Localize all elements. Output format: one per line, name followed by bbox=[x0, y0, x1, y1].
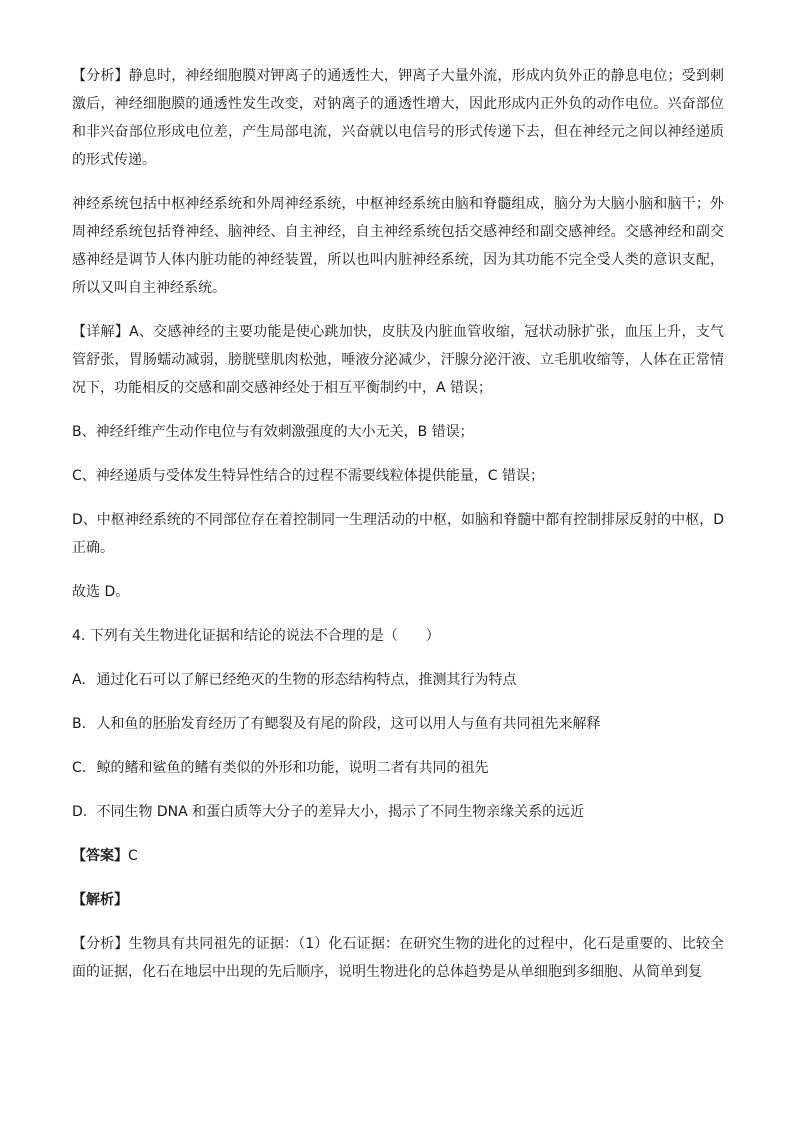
question-4-option-a bbox=[72, 666, 724, 694]
nervous-system-paragraph: 神经系统包括中枢神经系统和外周神经系统，中枢神经系统由脑和脊髓组成，脑分为大脑小脑和脑干；外周神经系统包括脊神经、脑神经、自主神经，自主神经系统包括交感神经和副交感神经。交感神经和副交感神经是调节人体内脏功能的神经装置，所以也叫内脏神经系统，因为其功能不完全受人类的意识支配，所以又叫自主神经系统。 bbox=[72, 196, 724, 296]
option-letter: D. bbox=[72, 804, 88, 820]
document-page bbox=[72, 62, 724, 1002]
option-text: 鲸的鳍和鲨鱼的鳍有类似的外形和功能，说明二者有共同的祖先 bbox=[96, 760, 489, 776]
analysis-tag: 【分析】 bbox=[72, 936, 129, 952]
detail-option-c: C、神经递质与受体发生特异性结合的过程不需要线粒体提供能量，C 错误； bbox=[72, 468, 544, 484]
analysis-tag: 【分析】 bbox=[72, 68, 129, 84]
analysis-paragraph bbox=[72, 62, 724, 174]
detail-conclusion: 故选 D。 bbox=[72, 584, 130, 600]
question-4-option-c bbox=[72, 754, 724, 782]
detail-option-d: D、中枢神经系统的不同部位存在着控制同一生理活动的中枢，如脑和脊髓中都有控制排尿反射的中枢，D 正确。 bbox=[72, 512, 724, 556]
option-letter: B. bbox=[72, 716, 87, 732]
question-4-explain bbox=[72, 886, 724, 914]
detail-option-a bbox=[72, 318, 724, 402]
option-text: 通过化石可以了解已经绝灭的生物的形态结构特点，推测其行为特点 bbox=[96, 672, 517, 688]
question-4-analysis bbox=[72, 930, 724, 986]
analysis-text: 生物具有共同祖先的证据：（1）化石证据：在研究生物的进化的过程中，化石是重要的、比较全面的证据，化石在地层中出现的先后顺序，说明生物进化的总体趋势是从单细胞到多细胞、从简单到复 bbox=[72, 936, 724, 980]
answer-value: C bbox=[128, 848, 138, 864]
question-4-option-b bbox=[72, 710, 724, 738]
option-text: 不同生物 DNA 和蛋白质等大分子的差异大小，揭示了不同生物亲缘关系的远近 bbox=[96, 804, 585, 820]
answer-tag: 【答案】 bbox=[72, 848, 128, 864]
explain-tag: 【解析】 bbox=[72, 892, 128, 908]
analysis-text: 静息时，神经细胞膜对钾离子的通透性大，钾离子大量外流，形成内负外正的静息电位；受到刺激后，神经细胞膜的通透性发生改变，对钠离子的通透性增大，因此形成内正外负的动作电位。兴奋部位和非兴奋部位形成电位差，产生局部电流，兴奋就以电信号的形式传递下去，但在神经元之间以神经递质的形式传递。 bbox=[72, 68, 725, 168]
detail-tag: 【详解】 bbox=[72, 324, 130, 340]
option-letter: A. bbox=[72, 672, 86, 688]
option-text: 人和鱼的胚胎发育经历了有鳃裂及有尾的阶段，这可以用人与鱼有共同祖先来解释 bbox=[96, 716, 601, 732]
question-4-option-d bbox=[72, 798, 724, 826]
detail-a-text: A、交感神经的主要功能是使心跳加快，皮肤及内脏血管收缩，冠状动脉扩张，血压上升，支气管舒张，胃肠蠕动减弱，膀胱壁肌肉松弛，唾液分泌减少，汗腺分泌汗液、立毛肌收缩等，人体在正常情况下，功能相反的交感和副交感神经处于相互平衡制约中，A 错误； bbox=[72, 324, 725, 396]
detail-option-b: B、神经纤维产生动作电位与有效刺激强度的大小无关，B 错误； bbox=[72, 424, 474, 440]
option-letter: C. bbox=[72, 760, 87, 776]
question-4-answer bbox=[72, 842, 724, 870]
question-4-stem: 4. 下列有关生物进化证据和结论的说法不合理的是（ ） bbox=[72, 628, 440, 644]
